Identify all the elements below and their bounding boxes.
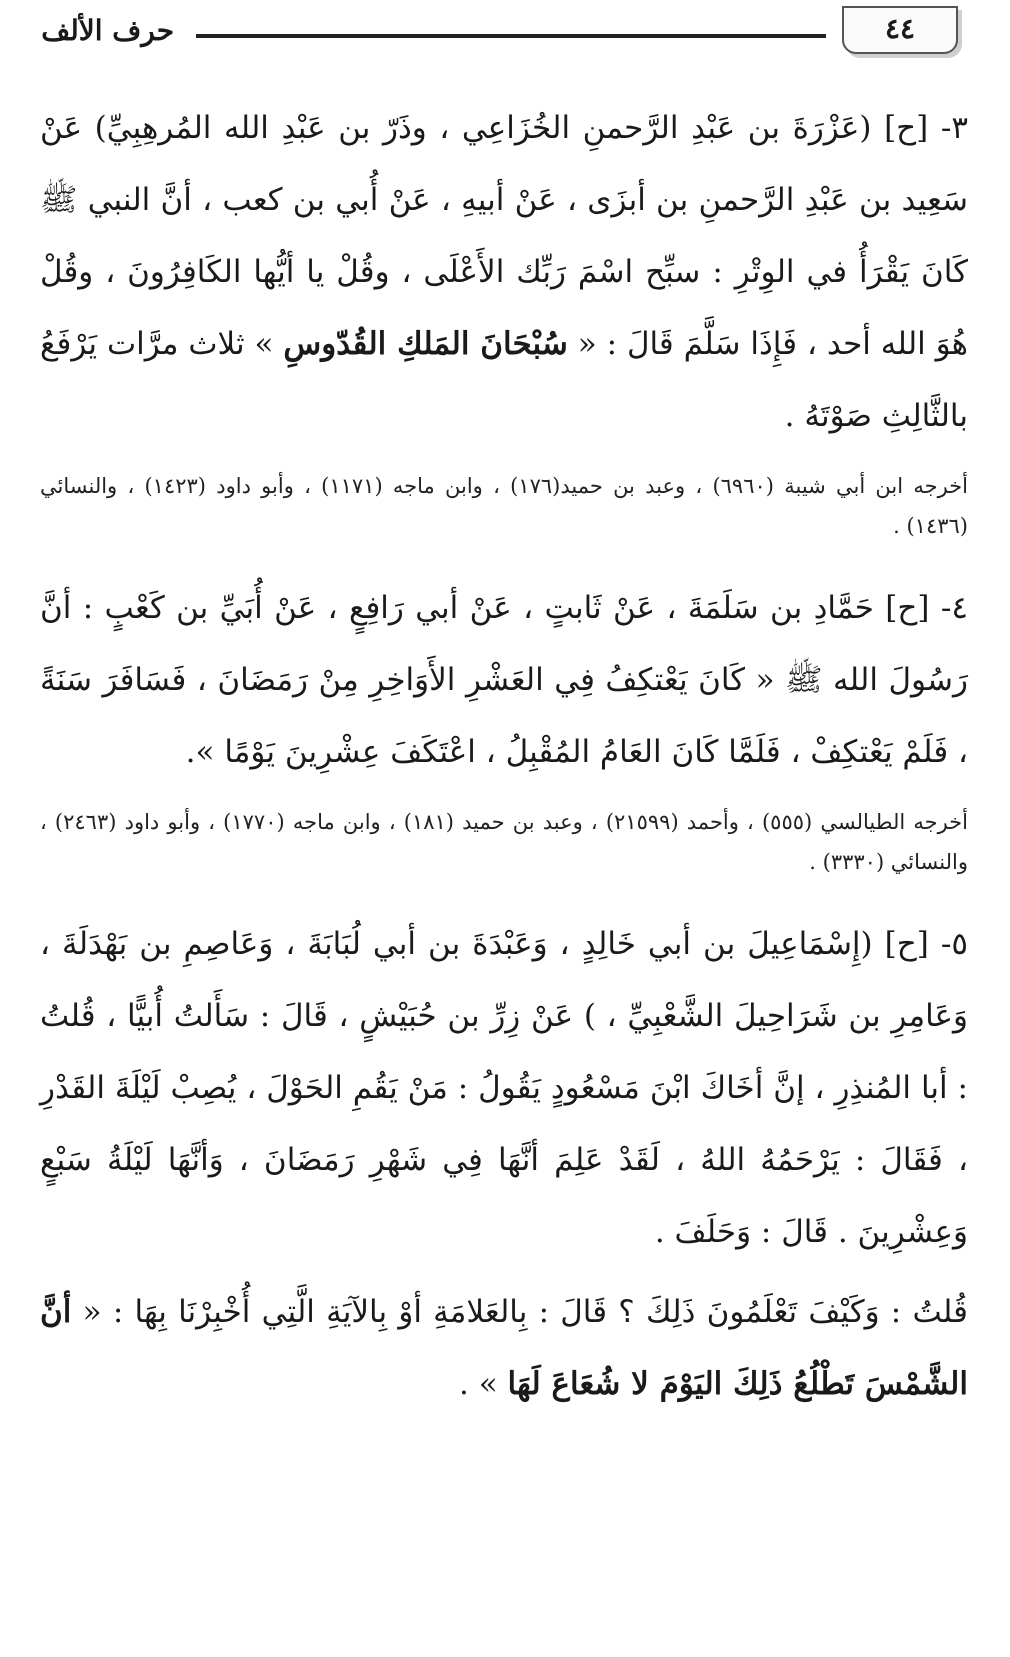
takhrij-note: أخرجه ابن أبي شيبة (٦٩٦٠) ، وعبد بن حميد(١٧٦) ، وابن ماجه (١١٧١) ، وأبو داود (١٤٢٣) ، والنسائي (١٤٣٦) . [40, 474, 968, 538]
hadith-text: [ح] حَمَّادِ بن سَلَمَةَ ، عَنْ ثَابتٍ ، عَنْ أبي رَافِعٍ ، عَنْ أُبَيِّ بن كَعْبٍ : أنَّ رَسُولَ الله ﷺ « كَانَ يَعْتكِفُ فِي العَشْرِ الأَوَاخِرِ مِنْ رَمَضَانَ ، فَسَافَرَ سَنَةً ، فَلَمْ يَعْتكِفْ ، فَلَمَّا كَانَ العَامُ المُقْبِلُ ، اعْتَكَفَ عِشْرِينَ يَوْمًا ». [40, 590, 968, 770]
page-body [40, 92, 968, 1420]
hadith-3 [40, 92, 968, 452]
hadith-number: ٤- [940, 590, 968, 626]
hadith-text: [ح] (عَزْرَةَ بن عَبْدِ الرَّحمنِ الخُزَاعِي ، وذَرّ بن عَبْدِ الله المُرهِبِيِّ) عَنْ سَعِيد بن عَبْدِ الرَّحمنِ بن أبزَى ، عَنْ أبيهِ ، عَنْ أُبي بن كعب ، أنَّ النبي ﷺ كَانَ يَقْرَأُ في الوِتْرِ : سبِّح اسْمَ رَبِّك الأَعْلَى ، وقُلْ يا أيُّها الكَافِرُونَ ، وقُلْ هُوَ الله أحد ، فَإِذَا سَلَّمَ قَالَ : « [40, 110, 969, 362]
hadith-text: قُلتُ : وَكَيْفَ تَعْلَمُونَ ذَلِكَ ؟ قَالَ : بِالعَلامَةِ أوْ بِالآيَةِ الَّتِي أُخْبِرْنَا بِهَا : « [71, 1294, 968, 1330]
hadith-number: ٣- [940, 110, 968, 146]
hadith-number: ٥- [940, 926, 968, 962]
takhrij-note: أخرجه الطيالسي (٥٥٥) ، وأحمد (٢١٥٩٩) ، وعبد بن حميد (١٨١) ، وابن ماجه (١٧٧٠) ، وأبو داود (٢٤٦٣) ، والنسائي (٣٣٣٠) . [40, 810, 968, 874]
hadith-text: [ح] (إِسْمَاعِيلَ بن أبي خَالِدٍ ، وَعَبْدَةَ بن أبي لُبَابَةَ ، وَعَاصِمِ بن بَهْدَلَةَ ، وَعَامِرِ بن شَرَاحِيلَ الشَّعْبِيِّ ، ) عَنْ زِرِّ بن حُبَيْشٍ ، قَالَ : سَأَلتُ أُبيًّا ، قُلتُ : أبا المُنذِرِ ، إنَّ أخَاكَ ابْنَ مَسْعُودٍ يَقُولُ : مَنْ يَقُمِ الحَوْلَ ، يُصِبْ لَيْلَةَ القَدْرِ ، فَقَالَ : يَرْحَمُهُ اللهُ ، لَقَدْ عَلِمَ أنَّهَا فِي شَهْرِ رَمَضَانَ ، وَأنَّهَا لَيْلَةُ سَبْعٍ وَعِشْرِينَ . قَالَ : وَحَلَفَ . [40, 926, 968, 1250]
hadith-4 [40, 572, 968, 788]
chapter-title: حرف الألف [41, 14, 174, 47]
hadith-text-end: » ثلاث مرَّات يَرْفَعُ بالثَّالِثِ صَوْتَهُ . [40, 326, 968, 434]
hadith-5 [40, 908, 968, 1268]
header-rule [196, 34, 826, 38]
hadith-text-end: » . [459, 1366, 508, 1402]
page-number: ٤٤ [842, 6, 958, 54]
hadith-quote: أنَّ الشَّمْسَ تَطْلُعُ ذَلِكَ اليَوْمَ لا شُعَاعَ لَهَا [40, 1294, 968, 1402]
page-header [0, 0, 1010, 70]
hadith-5-continuation [40, 1276, 968, 1420]
hadith-quote: سُبْحَانَ المَلكِ القُدّوسِ [283, 326, 568, 362]
